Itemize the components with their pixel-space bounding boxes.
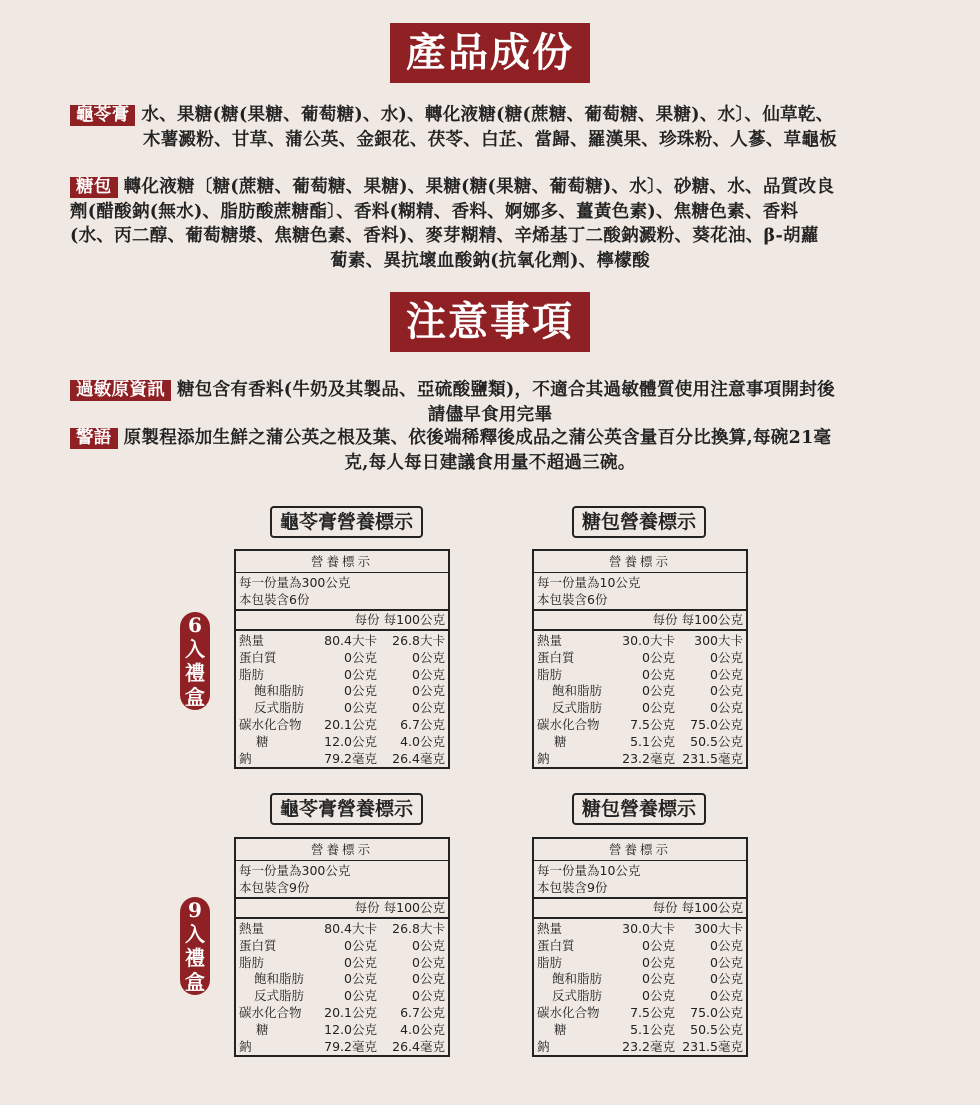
box2-pill-char: 禮 <box>185 946 205 970</box>
nt-per-serving: 20.1公克 <box>324 1004 377 1020</box>
ingredients-syrup <box>70 175 910 273</box>
nt-per-100g: 26.8大卡 <box>392 633 445 648</box>
nt-per-100g: 75.0公克 <box>690 716 743 732</box>
nt-per-100g: 0公克 <box>710 666 743 682</box>
nt-servings-count: 本包裝含9份 <box>239 880 310 895</box>
nt-per-100g: 4.0公克 <box>400 733 445 749</box>
nt-per-serving: 0公克 <box>642 683 675 699</box>
nt-row <box>239 1022 445 1039</box>
nt-row <box>239 751 445 768</box>
nt-per-serving: 0公克 <box>642 649 675 665</box>
nt-per-serving: 79.2毫克 <box>324 750 377 766</box>
nt-per-serving: 0公克 <box>344 954 377 970</box>
nt-serving-info <box>236 861 448 899</box>
box2-pill <box>180 897 210 995</box>
nt-per-serving: 80.4大卡 <box>324 633 377 648</box>
box2-pill-char: 盒 <box>185 970 205 994</box>
nt-row <box>537 1005 743 1022</box>
nt-per-100g: 0公克 <box>710 700 743 716</box>
nt-per-100g: 0公克 <box>710 954 743 970</box>
nt-per-100g: 0公克 <box>412 954 445 970</box>
nt-row <box>239 1005 445 1022</box>
nt-row <box>239 633 445 650</box>
nt-per-100g: 0公克 <box>412 937 445 953</box>
nt-nutrient: 脂肪 <box>537 954 563 970</box>
nt-per-serving: 0公克 <box>642 700 675 716</box>
nt-nutrient: 鈉 <box>537 750 550 766</box>
nt-per-100g: 26.4毫克 <box>392 750 445 766</box>
nt-nutrient: 糖 <box>554 1021 567 1037</box>
notice-banner: 注意事項 <box>390 292 590 352</box>
nt-servings-count: 本包裝含9份 <box>537 880 608 895</box>
nt-per-serving: 12.0公克 <box>324 1021 377 1037</box>
nt-header: 營養標示 <box>534 551 746 573</box>
nt-row <box>239 734 445 751</box>
nt-per-serving: 0公克 <box>642 666 675 682</box>
nt-per-100g: 26.8大卡 <box>392 921 445 936</box>
box2-gelly-title: 龜苓膏營養標示 <box>270 793 423 825</box>
nt-per-100g: 0公克 <box>412 971 445 987</box>
nt-nutrient: 糖 <box>256 733 269 749</box>
nt-nutrient: 反式脂肪 <box>552 700 603 716</box>
nt-nutrient: 碳水化合物 <box>537 1004 600 1020</box>
box1-syrup-title: 糖包營養標示 <box>572 506 706 538</box>
box1-pill <box>180 612 210 710</box>
ingredients-banner: 產品成份 <box>390 23 590 83</box>
syrup-line4: 蔔素、異抗壞血酸鈉(抗氧化劑)、檸檬酸 <box>330 250 650 271</box>
allergen-line2: 請儘早食用完畢 <box>427 404 553 425</box>
nt-nutrient: 碳水化合物 <box>537 716 600 732</box>
nt-row <box>537 938 743 955</box>
nt-per-serving: 20.1公克 <box>324 716 377 732</box>
nt-per-100g: 6.7公克 <box>400 716 445 732</box>
nt-per-serving: 0公克 <box>642 988 675 1004</box>
nt-nutrient: 脂肪 <box>239 954 265 970</box>
nutrition-table <box>532 549 748 769</box>
nt-nutrient: 碳水化合物 <box>239 716 302 732</box>
nt-nutrient: 反式脂肪 <box>552 988 603 1004</box>
syrup-line3: (水、丙二醇、葡萄糖漿、焦糖色素、香料)、麥芽糊精、辛烯基丁二酸鈉澱粉、葵花油、β-胡蘿 <box>70 226 819 246</box>
box2-pill-char: 9 <box>188 898 202 922</box>
nt-nutrient: 飽和脂肪 <box>254 683 305 699</box>
notice-allergen <box>70 378 910 427</box>
nt-rows <box>236 631 448 767</box>
nt-per-serving: 23.2毫克 <box>622 750 675 766</box>
nt-per-serving: 7.5公克 <box>630 716 675 732</box>
nutrition-table <box>234 549 450 769</box>
warning-line2: 克,每人每日建議食用量不超過三碗。 <box>344 452 636 473</box>
nt-row <box>537 633 743 650</box>
nt-per-serving: 0公克 <box>642 937 675 953</box>
nt-serving-size: 每一份量為300公克 <box>239 863 351 878</box>
nt-per-100g: 0公克 <box>412 700 445 716</box>
nt-per-serving: 7.5公克 <box>630 1004 675 1020</box>
nt-nutrient: 熱量 <box>239 921 265 936</box>
box1-pill-char: 入 <box>185 637 205 661</box>
nt-row <box>537 650 743 667</box>
allergen-line1: 糖包含有香料(牛奶及其製品、亞硫酸鹽類)，不適合其過敏體質使用注意事項開封後 <box>177 380 835 400</box>
nt-servings-count: 本包裝含6份 <box>537 592 608 607</box>
nt-serving-info <box>534 861 746 899</box>
nt-rows <box>534 631 746 767</box>
nt-per-serving: 0公克 <box>344 666 377 682</box>
nt-row <box>537 988 743 1005</box>
nt-per-serving: 12.0公克 <box>324 733 377 749</box>
nt-row <box>239 938 445 955</box>
nt-nutrient: 反式脂肪 <box>254 700 305 716</box>
syrup-tag: 糖包 <box>70 177 118 198</box>
nt-per-serving: 0公克 <box>344 988 377 1004</box>
nt-per-serving: 30.0大卡 <box>622 633 675 648</box>
nt-rows <box>534 919 746 1055</box>
nt-per-100g: 50.5公克 <box>690 733 743 749</box>
box1-pill-char: 6 <box>188 613 202 637</box>
nt-per-serving: 30.0大卡 <box>622 921 675 936</box>
nt-per-100g: 26.4毫克 <box>392 1038 445 1054</box>
nt-per-100g: 0公克 <box>710 683 743 699</box>
nt-row <box>239 650 445 667</box>
nt-row <box>537 667 743 684</box>
box1-pill-char: 禮 <box>185 661 205 685</box>
nt-column-header: 每份 每100公克 <box>534 611 746 631</box>
gelly-line1: 水、果糖(糖(果糖、葡萄糖)、水)、轉化液糖(糖(蔗糖、葡萄糖、果糖)、水〕、仙草乾、 <box>141 105 834 125</box>
nt-per-100g: 231.5毫克 <box>682 750 743 766</box>
nt-nutrient: 飽和脂肪 <box>552 971 603 987</box>
nt-nutrient: 飽和脂肪 <box>552 683 603 699</box>
notice-warning <box>70 426 910 475</box>
nt-row <box>239 955 445 972</box>
nt-per-100g: 0公克 <box>710 988 743 1004</box>
nt-per-100g: 0公克 <box>412 683 445 699</box>
nt-serving-size: 每一份量為10公克 <box>537 575 641 590</box>
nt-serving-size: 每一份量為10公克 <box>537 863 641 878</box>
nt-nutrient: 鈉 <box>239 750 252 766</box>
nt-per-100g: 6.7公克 <box>400 1004 445 1020</box>
box1-gelly-title: 龜苓膏營養標示 <box>270 506 423 538</box>
nt-row <box>537 971 743 988</box>
nt-row <box>239 1039 445 1056</box>
nt-per-100g: 0公克 <box>412 988 445 1004</box>
nt-per-serving: 0公克 <box>642 971 675 987</box>
nutrition-table <box>532 837 748 1057</box>
nt-nutrient: 脂肪 <box>537 666 563 682</box>
nt-per-serving: 5.1公克 <box>630 733 675 749</box>
nt-nutrient: 碳水化合物 <box>239 1004 302 1020</box>
nt-per-serving: 0公克 <box>344 700 377 716</box>
nt-per-serving: 0公克 <box>344 683 377 699</box>
nt-per-100g: 0公克 <box>412 666 445 682</box>
nt-row <box>239 921 445 938</box>
nt-row <box>537 734 743 751</box>
nt-column-header: 每份 每100公克 <box>534 899 746 919</box>
nt-per-100g: 0公克 <box>710 649 743 665</box>
nt-rows <box>236 919 448 1055</box>
nt-nutrient: 蛋白質 <box>537 649 575 665</box>
nt-column-header: 每份 每100公克 <box>236 611 448 631</box>
nt-row <box>239 683 445 700</box>
syrup-line1: 轉化液糖〔糖(蔗糖、葡萄糖、果糖)、果糖(糖(果糖、葡萄糖)、水〕、砂糖、水、品質改良 <box>123 177 835 197</box>
nt-per-100g: 0公克 <box>412 649 445 665</box>
syrup-line2: 劑(醋酸鈉(無水)、脂肪酸蔗糖酯〕、香料(糊精、香料、婀娜多、薑黃色素)、焦糖色素、香料 <box>70 201 799 222</box>
nt-row <box>239 988 445 1005</box>
nt-per-100g: 50.5公克 <box>690 1021 743 1037</box>
nt-nutrient: 糖 <box>554 733 567 749</box>
warning-tag: 警語 <box>70 428 118 449</box>
gelly-tag: 龜苓膏 <box>70 105 135 126</box>
gelly-line2: 木薯澱粉、甘草、蒲公英、金銀花、茯苓、白芷、當歸、羅漢果、珍珠粉、人蔘、草龜板 <box>142 129 838 150</box>
nt-serving-size: 每一份量為300公克 <box>239 575 351 590</box>
nt-per-100g: 75.0公克 <box>690 1004 743 1020</box>
nt-row <box>537 921 743 938</box>
nt-header: 營養標示 <box>236 551 448 573</box>
nt-column-header: 每份 每100公克 <box>236 899 448 919</box>
nt-per-100g: 0公克 <box>710 937 743 953</box>
nt-row <box>239 971 445 988</box>
nt-header: 營養標示 <box>534 839 746 861</box>
nt-nutrient: 反式脂肪 <box>254 988 305 1004</box>
nt-nutrient: 熱量 <box>537 921 563 936</box>
box1-pill-char: 盒 <box>185 685 205 709</box>
nt-per-serving: 80.4大卡 <box>324 921 377 936</box>
nt-row <box>537 683 743 700</box>
nt-nutrient: 蛋白質 <box>239 649 277 665</box>
nt-per-serving: 23.2毫克 <box>622 1038 675 1054</box>
nt-per-serving: 0公克 <box>344 971 377 987</box>
allergen-tag: 過敏原資訊 <box>70 380 171 401</box>
nt-per-serving: 0公克 <box>344 649 377 665</box>
nt-serving-info <box>236 573 448 611</box>
nt-row <box>239 700 445 717</box>
nt-row <box>537 955 743 972</box>
nt-per-serving: 0公克 <box>642 954 675 970</box>
box2-pill-char: 入 <box>185 922 205 946</box>
nutrition-table <box>234 837 450 1057</box>
nt-nutrient: 蛋白質 <box>537 937 575 953</box>
nt-row <box>537 1022 743 1039</box>
nt-nutrient: 糖 <box>256 1021 269 1037</box>
nt-nutrient: 鈉 <box>239 1038 252 1054</box>
nt-row <box>537 1039 743 1056</box>
box2-syrup-title: 糖包營養標示 <box>572 793 706 825</box>
nt-row <box>537 717 743 734</box>
nt-nutrient: 蛋白質 <box>239 937 277 953</box>
nt-nutrient: 飽和脂肪 <box>254 971 305 987</box>
nt-row <box>537 700 743 717</box>
nt-per-serving: 0公克 <box>344 937 377 953</box>
nt-row <box>537 751 743 768</box>
nt-per-100g: 4.0公克 <box>400 1021 445 1037</box>
nt-per-serving: 5.1公克 <box>630 1021 675 1037</box>
nt-per-100g: 231.5毫克 <box>682 1038 743 1054</box>
nt-header: 營養標示 <box>236 839 448 861</box>
nt-nutrient: 脂肪 <box>239 666 265 682</box>
nt-serving-info <box>534 573 746 611</box>
nt-nutrient: 鈉 <box>537 1038 550 1054</box>
nt-servings-count: 本包裝含6份 <box>239 592 310 607</box>
nt-per-100g: 0公克 <box>710 971 743 987</box>
nt-per-100g: 300大卡 <box>694 633 743 648</box>
nt-nutrient: 熱量 <box>537 633 563 648</box>
nt-per-100g: 300大卡 <box>694 921 743 936</box>
nt-per-serving: 79.2毫克 <box>324 1038 377 1054</box>
ingredients-gelly <box>70 103 910 152</box>
nt-nutrient: 熱量 <box>239 633 265 648</box>
nt-row <box>239 717 445 734</box>
nt-row <box>239 667 445 684</box>
warning-line1: 原製程添加生鮮之蒲公英之根及葉、依後端稀釋後成品之蒲公英含量百分比換算,每碗21毫 <box>123 428 832 448</box>
